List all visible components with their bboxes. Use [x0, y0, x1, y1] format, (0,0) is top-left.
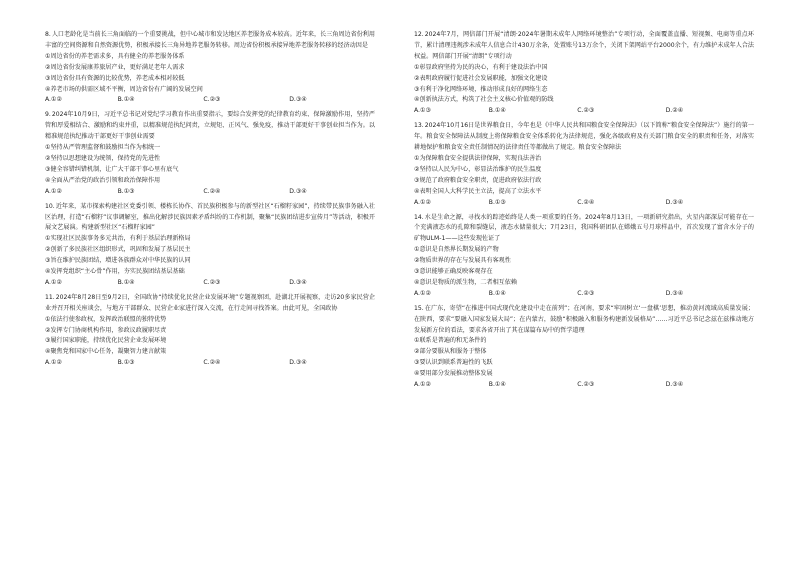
- option: ③意识能够正确反映客观存在: [414, 268, 493, 276]
- option: ③要认识到联系普遍性的飞跃: [414, 359, 493, 367]
- option: ②部分要服从和服务于整体: [414, 348, 487, 356]
- question-stem: 2024年10月9日，习近平总书记对党纪学习教育作出重要指示，要综合发挥党的纪律教育约束、保障激励作用，坚持严管和厚爱相结合、激励和约束并重，以精准规范执纪问责，立规矩、正风气、强免疫，推动干部更好干事创业担当作为。以精准规范执纪推动干部更好干事创业需要: [45, 111, 375, 141]
- choice-a: A.①②: [45, 96, 62, 104]
- option: ①为保障粮食安全提供法律保障，实现良法善治: [414, 154, 542, 162]
- choice-b: B.①④: [488, 381, 506, 389]
- question-stem: 2024年8月28日至9月2日，全国政协“持续优化民营企业发展环境”专题视察团，赴湖北开展视察，走访20多家民营企业并召开相关座谈会，与地方干部群众、民营企业家进行深入交流，在行走间寻找答案。由此可见，全国政协: [45, 293, 375, 312]
- option: ③有利于净化网络环境，推动形成良好的网络生态: [414, 85, 548, 93]
- question-number: 15.: [414, 304, 424, 312]
- option: ④养老市场的供需区域不平衡，周边省份有广阔的发展空间: [45, 85, 203, 93]
- question-8: [45, 30, 375, 106]
- choice-a: A.①②: [414, 198, 431, 206]
- answer-choices: [414, 380, 754, 391]
- option: ①周边省份的养老需求多，具有健全的养老服务体系: [45, 52, 185, 60]
- option: ②坚持以思想建设为统领，保持党的先进性: [45, 154, 161, 162]
- option: ④创新执法方式，构筑了社会主义核心价值观的防线: [414, 96, 554, 104]
- option: ④表明全国人大科学民主立法，提高了立法水平: [414, 187, 542, 195]
- answer-choices: [414, 198, 754, 209]
- choice-d: D.③④: [665, 289, 684, 297]
- option: ①依法行使参政权，发挥政治联盟的独特优势: [45, 315, 167, 323]
- answer-choices: [45, 95, 375, 106]
- option: ④发挥党组织“主心骨”作用，夯实民族团结基层基础: [45, 268, 185, 276]
- question-9: [45, 110, 375, 197]
- choice-b: B.①④: [117, 96, 135, 104]
- choice-b: B.①③: [117, 359, 135, 367]
- option: ①实现社区民族事务多元共治，有利于基层治理新格局: [45, 235, 191, 243]
- choice-d: D.③④: [289, 359, 307, 367]
- question-stem: 近年来，某市探索构建社区党委引领、楼栋长协作、首民族积极参与的新型社区“石榴籽家园”，持续带民族事务融入社区治理，打造“石榴籽”议事调解室，推出化解涉民族因素矛盾纠纷的工作机制，聚集“民族团结进步宣传月”等活动，积极开展文艺展演。构建新型社区“石榴籽家园”: [45, 202, 375, 232]
- question-stem: 2024年7月，网信部门开展“清朗·2024年暑期未成年人网络环境整治”专项行动，全面覆盖直播、短视频、电商等重点环节，累计清理违规涉未成年人信息合计430万余条，处置账号13万余个，关闭下架网站平台2000余个，有力维护未成年人合法权益。网信部门开展“清朗”专项行动: [414, 31, 754, 60]
- question-12: [414, 30, 754, 117]
- option: ②周边省份发展康养旅居产业，更好满足老年人需求: [45, 63, 185, 71]
- choice-b: B.①③: [488, 198, 506, 206]
- question-13: [414, 121, 754, 208]
- option: ②坚持以人民为中心，彰显法治维护的民生温度: [414, 165, 542, 173]
- question-11: [45, 293, 375, 369]
- option: ③履行国家职能，持续优化民营企业发展环境: [45, 337, 167, 345]
- question-15: [414, 304, 754, 391]
- option: ②表明政府履行促进社会发展职能，加强文化建设: [414, 74, 548, 82]
- answer-choices: [414, 289, 754, 300]
- option: ③周边省份具有资源的比较优势，养老成本相对较低: [45, 74, 185, 82]
- question-14: [414, 213, 754, 300]
- choice-c: C.②④: [577, 198, 595, 206]
- choice-d: D.③④: [665, 381, 684, 389]
- answer-choices: [45, 278, 375, 289]
- answer-choices: [414, 106, 754, 117]
- question-stem: 人口老龄化是当前长三角面临的一个重要挑战，但中心城市和发达地区养老服务成本较高。近年来，长三角周边省份利用丰富的空间资源和自然资源优势，积极承接长三角异地养老服务转移。周边省份积极承接异地养老服务转移的经济动因是: [45, 31, 375, 49]
- option: ②物质世界的存在与发展具有客观性: [414, 257, 511, 265]
- choice-c: C.②③: [577, 107, 595, 115]
- question-10: [45, 202, 375, 289]
- option: ③旨在维护民族团结，增进各族群众对中华民族的认同: [45, 257, 191, 265]
- question-number: 9.: [45, 111, 51, 119]
- choice-d: D.③④: [289, 278, 307, 286]
- option: ③规范了政府粮食安全职责，促进政府依法行政: [414, 176, 542, 184]
- option: ④意识是物质的派生物，二者相互依赖: [414, 278, 517, 286]
- choice-c: C.②④: [203, 359, 221, 367]
- answer-choices: [45, 187, 375, 198]
- choice-a: A.①②: [414, 289, 431, 297]
- option: ①意识是自然界长期发展的产物: [414, 246, 499, 254]
- question-stem: 在广东，寄望“在推进中国式现代化建设中走在前列”；在河南，要求“牢固树立‘一盘棋’思想，推动黄河流域高质量发展；在陕西，要求“要融入国家发展大局”；在内蒙古，鼓励“积极融入和服务构建新发展格局”……习近平总书记念兹在兹推动地方发展新方位的看法，要求各省开出了其在谋篇布局中的哲学道理: [414, 304, 754, 334]
- question-number: 8.: [45, 31, 51, 38]
- choice-c: C.②③: [577, 381, 595, 389]
- option: ④全面从严治党的政治引领和政治保障作用: [45, 176, 161, 184]
- question-number: 13.: [414, 122, 424, 130]
- choice-a: A.①③: [414, 107, 431, 115]
- option: ①联系是普遍的和无条件的: [414, 337, 487, 345]
- choice-b: B.①④: [488, 107, 506, 115]
- option: ②创新了多民族社区组织形式，巩固和发展了基层民主: [45, 246, 191, 254]
- choice-a: A.①②: [45, 187, 62, 195]
- choice-b: B.①④: [488, 289, 506, 297]
- question-number: 10.: [45, 202, 55, 210]
- choice-d: D.③④: [289, 96, 307, 104]
- choice-b: B.①③: [117, 187, 135, 195]
- choice-a: A.①②: [45, 278, 62, 286]
- question-stem: 水是生命之源，寻找水的踪迹始终是人类一项重要的任务。2024年8月13日，一项新研究指出，火星内部深层可能存在一个充满液态水的孔隙和裂缝层，液态水储量很大；7月23日，我国科研团队在嫦娥五号月球样品中，首次发现了富含水分子的矿物ULM-1——这些发现佐证了: [414, 213, 754, 243]
- choice-a: A.①②: [414, 381, 431, 389]
- choice-d: D.②④: [665, 107, 684, 115]
- option: ④要用部分发展推动整体发展: [414, 370, 493, 378]
- right-column: [414, 30, 754, 395]
- option: ①彰显政府坚持为民的决心，有利于建设法治中国: [414, 63, 548, 71]
- question-number: 14.: [414, 213, 424, 221]
- choice-c: C.②④: [203, 187, 221, 195]
- question-stem: 2024年10月16日是世界粮食日，今年也是《中华人民共和国粮食安全保障法》（以下简称“粮食安全保障法”）施行的第一年。粮食安全保障法从制度上将保障粮食安全体系转化为法律规范，强化各级政府及有关部门粮食安全的职责和任务，对落实耕地保护和粮食安全责任制情况的法律责任等都做出了规定。粮食安全保障法: [414, 122, 754, 152]
- choice-b: B.①④: [117, 278, 135, 286]
- option: ②发挥专门协商机构作用，参政议政履职尽责: [45, 326, 167, 334]
- choice-c: C.②③: [203, 96, 221, 104]
- choice-c: C.②③: [203, 278, 221, 286]
- choice-c: C.②③: [577, 289, 595, 297]
- choice-a: A.①②: [45, 359, 62, 367]
- option: ①坚持从严管理监督和鼓励担当作为相统一: [45, 144, 161, 152]
- option: ④聚焦党和国家中心任务，凝聚智力建言献策: [45, 348, 167, 356]
- answer-choices: [45, 358, 375, 369]
- question-number: 12.: [414, 31, 424, 38]
- option: ③健全容错纠错机制，让广大干部干事心里有底气: [45, 165, 179, 173]
- left-column: [45, 30, 375, 373]
- choice-d: D.③④: [665, 198, 684, 206]
- question-number: 11.: [45, 293, 55, 301]
- choice-d: D.③④: [289, 187, 307, 195]
